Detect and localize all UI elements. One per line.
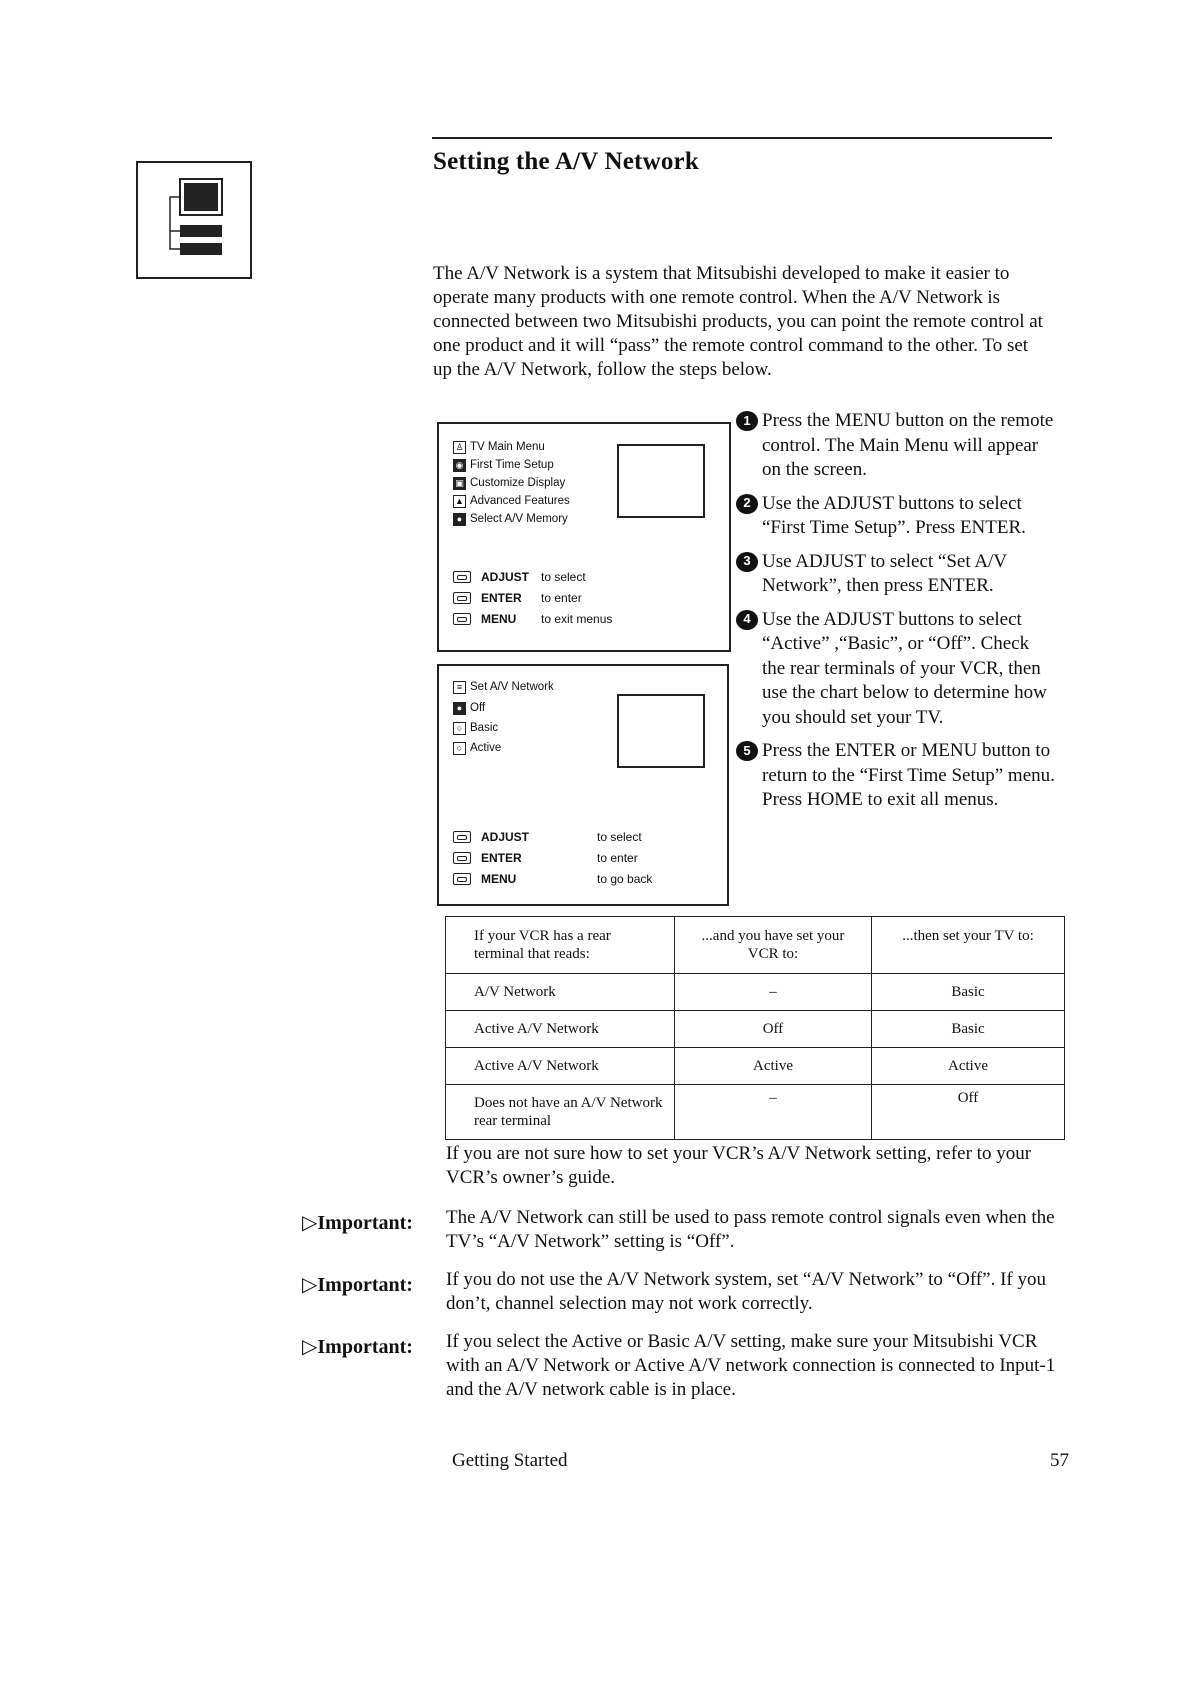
important-label: ▷Important:: [302, 1336, 413, 1358]
menu-item-advanced-features: ▲ Advanced Features: [453, 492, 570, 510]
enter-button-icon: [453, 592, 471, 604]
table-header-row: [446, 917, 1065, 974]
menu-item-customize-display: ▣ Customize Display: [453, 474, 570, 492]
header-vcr-setting: ...and you have set your VCR to:: [675, 917, 872, 974]
option-active: ○ Active: [453, 738, 554, 758]
header-rule: [432, 137, 1052, 139]
menu-item-first-time-setup: ◉ First Time Setup: [453, 456, 570, 474]
table-row: A/V Network – Basic: [446, 974, 1065, 1011]
person-icon: ♙: [453, 441, 466, 454]
footer-section: Getting Started: [452, 1450, 568, 1471]
important-text-2: If you do not use the A/V Network system, set “A/V Network” to “Off”. If you don’t, channel selection may not work correctly.: [446, 1269, 1046, 1314]
page-title: Setting the A/V Network: [433, 148, 699, 175]
preview-window: [617, 444, 705, 518]
table-row: Does not have an A/V Network rear terminal – Off: [446, 1085, 1065, 1140]
radio-selected-icon: ●: [453, 702, 466, 715]
adjust-button-icon: [453, 571, 471, 583]
step-5: 5 Press the ENTER or MENU button to return to the “First Time Setup” menu. Press HOME to exit all menus.: [736, 739, 1056, 813]
set-av-network-screen: [437, 664, 729, 906]
important-label: ▷Important:: [302, 1274, 413, 1296]
header-tv-setting: ...then set your TV to:: [872, 917, 1065, 974]
chapter-logo: [136, 161, 252, 279]
step-number: 5: [736, 741, 758, 761]
menu-item-tv-main-menu: ♙ TV Main Menu: [453, 438, 570, 456]
menu-item-set-av-network: ≡ Set A/V Network: [453, 676, 554, 698]
setup-icon: ◉: [453, 459, 466, 472]
step-1: 1 Press the MENU button on the remote control. The Main Menu will appear on the screen.: [736, 409, 1056, 483]
tv-main-menu-screen: [437, 422, 731, 652]
option-off: ● Off: [453, 698, 554, 718]
header-rear-terminal: If your VCR has a rear terminal that reads:: [446, 917, 675, 974]
table-row: Active A/V Network Off Basic: [446, 1011, 1065, 1048]
tv-vcr-icon: [138, 163, 250, 277]
menu-button-icon: [453, 613, 471, 625]
control-menu: MENU to exit menus: [453, 608, 612, 629]
option-basic: ○ Basic: [453, 718, 554, 738]
intro-paragraph: [433, 262, 1043, 382]
intro-text: The A/V Network is a system that Mitsubishi developed to make it easier to operate many products with one remote control. When the A/V Network is connected between two Mitsubishi products, you can point the remote control at one product and it will “pass” the remote control command to the other. To set up the A/V Network, follow the steps below.: [433, 263, 1043, 380]
network-icon: ≡: [453, 681, 466, 694]
step-number: 1: [736, 411, 758, 431]
radio-icon: ○: [453, 742, 466, 755]
step-number: 4: [736, 610, 758, 630]
display-icon: ▣: [453, 477, 466, 490]
advanced-icon: ▲: [453, 495, 466, 508]
control-adjust: ADJUST to select: [453, 826, 652, 847]
step-number: 2: [736, 494, 758, 514]
important-label: ▷Important:: [302, 1212, 413, 1234]
control-menu: MENU to go back: [453, 868, 652, 889]
control-enter: ENTER to enter: [453, 847, 652, 868]
menu-button-icon: [453, 873, 471, 885]
control-enter: ENTER to enter: [453, 587, 612, 608]
important-text-3: If you select the Active or Basic A/V setting, make sure your Mitsubishi VCR with an A/V Network or Active A/V network connection is connected to Input-1 and the A/V network cable is in place.: [446, 1331, 1056, 1400]
adjust-button-icon: [453, 831, 471, 843]
page-number: 57: [1050, 1450, 1069, 1471]
steps-list: [736, 409, 1056, 822]
menu-item-select-av-memory: ● Select A/V Memory: [453, 510, 570, 528]
radio-icon: ○: [453, 722, 466, 735]
table-row: Active A/V Network Active Active: [446, 1048, 1065, 1085]
settings-chart: [445, 916, 1065, 1140]
control-adjust: ADJUST to select: [453, 566, 612, 587]
important-text-1: The A/V Network can still be used to pass remote control signals even when the TV’s “A/V Network” setting is “Off”.: [446, 1207, 1055, 1252]
enter-button-icon: [453, 852, 471, 864]
step-2: 2 Use the ADJUST buttons to select “First Time Setup”. Press ENTER.: [736, 492, 1056, 541]
step-number: 3: [736, 552, 758, 572]
note-text: If you are not sure how to set your VCR’s A/V Network setting, refer to your VCR’s owner’s guide.: [446, 1143, 1032, 1188]
step-4: 4 Use the ADJUST buttons to select “Active” ,“Basic”, or “Off”. Check the rear terminals of your VCR, then use the chart below to determine how you should set your TV.: [736, 608, 1056, 731]
memory-icon: ●: [453, 513, 466, 526]
preview-window: [617, 694, 705, 768]
step-3: 3 Use ADJUST to select “Set A/V Network”, then press ENTER.: [736, 550, 1056, 599]
